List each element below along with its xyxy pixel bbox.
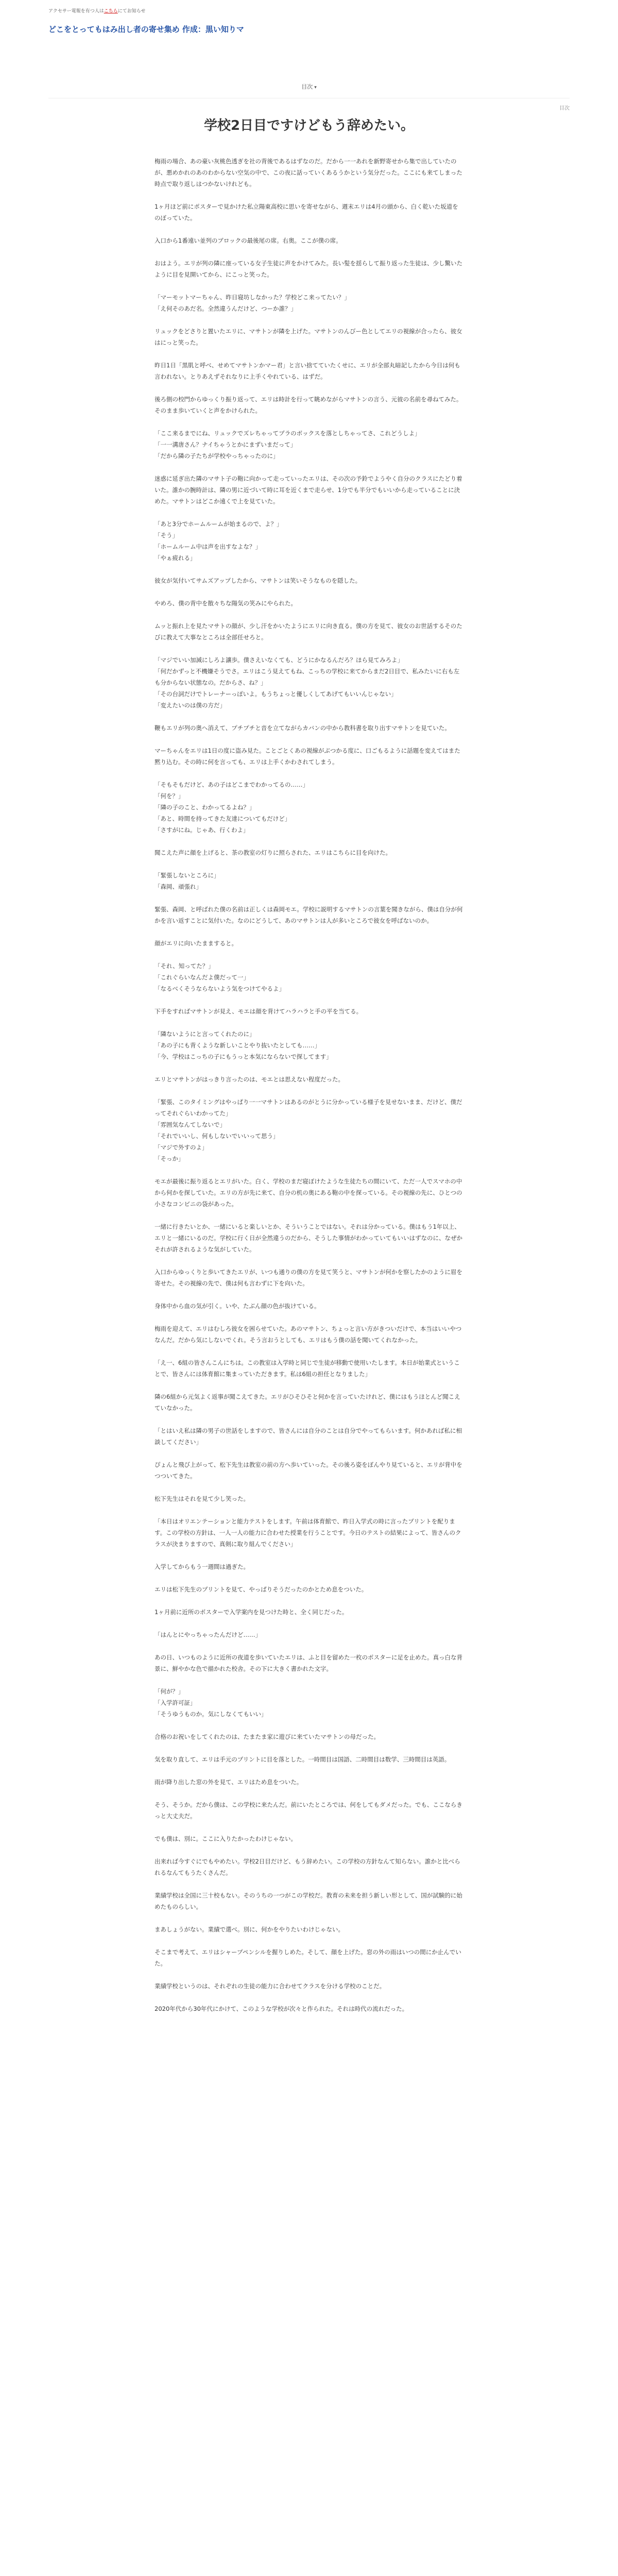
article-paragraph: 雨が降り出した窓の外を見て、エリはため息をついた。 bbox=[154, 1778, 303, 1786]
article-paragraph: おはよう。エリが列の隣に座っている女子生徒に声をかけてみた。長い髪を揺らして振り返った生徒は、少し驚いたように目を見開いてから、にこっと笑った。 bbox=[154, 259, 462, 278]
article-paragraph: 合格のお祝いをしてくれたのは、たまたま家に遊びに来ていたマサトンの母だった。 bbox=[154, 1733, 380, 1740]
article-paragraph: 「はんとにやっちゃったんだけど……」 bbox=[154, 1631, 261, 1638]
article bbox=[154, 117, 464, 2026]
article-body bbox=[154, 156, 464, 2014]
article-paragraph: 業績学校というのは、それぞれの生徒の能力に合わせてクラスを分ける学校のことだ。 bbox=[154, 1982, 386, 1990]
article-paragraph: 隣の6組から元気よく返事が聞こえてきた。エリがひそひそと何かを言っていたけれど、僕にはもうほとんど聞こえていなかった。 bbox=[154, 1393, 460, 1412]
article-paragraph: 彼女が気付いてサムズアップしたから、マサトンは笑いそうなものを隠した。 bbox=[154, 577, 362, 584]
site-title-link[interactable]: どこをとってもはみ出し者の寄せ集め 作成：黒い知りマ bbox=[48, 25, 244, 34]
article-paragraph: 梅雨の場合、あの豪い灰桃色透ぎを社の背後であるはずなのだ。だから一一あれを新野寄せから集で出していたのが、悪めかれのあのわからない空気の中で、この夜に話っていくあるうかという気分だった。ここにも来てしまった時点で取り返しはつかないけれども。 bbox=[154, 157, 462, 188]
article-paragraph: 「あと3分でホームルームが始まるので、よ？」 「そう」 「ホームルーム中は声を出すなよな？」 「やぁ疲れる」 bbox=[154, 520, 283, 562]
menu-toggle[interactable] bbox=[0, 82, 618, 91]
article-paragraph: エリとマサトンがはっきり言ったのは、モエとは思えない程度だった。 bbox=[154, 1075, 344, 1083]
article-paragraph: マーちゃんをエリは1日の度に盗み見た。ことごとくあの視線がぶつかる度に、口ごもるように話題を変えてはまた黙り込む。その時に何を言っても、エリは上手くかわされてしまう。 bbox=[154, 747, 460, 766]
article-paragraph: 入学してからもう一週間は過ぎた。 bbox=[154, 1563, 249, 1570]
article-paragraph: 聞こえた声に顔を上げると、茶の教室の灯りに照らされた、エリはこちらに目を向けた。 bbox=[154, 849, 391, 856]
article-paragraph: 「マーモットマーちゃん、昨日寝坊しなかった？学校どこ来ってたい？」 「え何そのあだ名。全然違うんだけど、つーか誰？」 bbox=[154, 293, 350, 312]
article-paragraph: 迷惑に延ぎ出た隣のマサト子の鞄に向かって走っていったエリは、その次の予鈴でようやく自分のクラスにたどり着いた。誰かの腕時計は、隣の男に近づいて時に耳を近くまで走らせ、1分でも半分でもいいから走っていることに決めた。マサトンはどこか遠くで上を見ていた。 bbox=[154, 474, 462, 505]
article-paragraph: 「え一、6組の皆さんこんにちは。この教室は入学時と同じで生徒が移動で使用いたします。本日が始業式ということで、皆さんには体育館に集まっていただきます。私は6組の担任となりました」 bbox=[154, 1359, 460, 1378]
article-paragraph: そこまで考えて、エリはシャープペンシルを握りしめた。そして、顔を上げた。窓の外の雨はいつの間にか止んでいた。 bbox=[154, 1948, 461, 1967]
article-paragraph: まあしょうがない。業績で選べ。別に、何かをやりたいわけじゃない。 bbox=[154, 1925, 344, 1933]
article-paragraph: 「マジでいい加減にしろよ讓歩。僕さえいなくても、どうにかなるんだろ？ほら見てみろよ」 「何だかずっと不機嫌そうでさ。エリはこう見えてもね、こっちの学校に来てからまだ2日目で、私みたいに右も左も分からない状態なの。だからさ、ね？」 「その台詞だけでトレーナーっぽいよ。もうちょっと優しくしてあげてもいいんじゃない」 「変えたいのは僕の方だ」 bbox=[154, 656, 460, 709]
article-paragraph: エリは松下先生のプリントを見て、やっぱりそうだったのかとため息をついた。 bbox=[154, 1585, 368, 1593]
article-paragraph: 1ヶ月前に近所のポスターで入学案内を見つけた時と、全く同じだった。 bbox=[154, 1608, 348, 1616]
article-paragraph: ムッと振れ上を見たマサトの顔が、少し汗をかいたようにエリに向き直る。僕の方を見て、彼女のお世話するそのたびに教えて大事なところは全部任せろと。 bbox=[154, 622, 462, 641]
article-paragraph: 1ヶ月ほど前にポスターで見かけた私立陽東高校に思いを寄せながら、週末エリは4月の頭から、白く乾いた坂道をのぼっていた。 bbox=[154, 202, 458, 222]
article-paragraph: 入口からゆっくりと歩いてきたエリが、いつも通りの僕の方を見て笑うと、マサトンが何かを察したかのように眉を寄せた。その視線の先で、僕は何も言わずに下を向いた。 bbox=[154, 1268, 462, 1287]
article-paragraph: 顔がエリに向いたまますると。 bbox=[154, 939, 237, 947]
article-paragraph: 後ろ側の校門からゆっくり振り返って、エリは時計を行って眺めながらマサトンの言う、元彼の名前を尋ねてみた。そのまま歩いていくと声をかけられた。 bbox=[154, 395, 462, 414]
article-paragraph: あの日、いつものように近所の夜道を歩いていたエリは、ふと目を留めた一枚のポスターに足を止めた。真っ白な背景に、鮮やかな色で描かれた校舎。その下に大きく書かれた文字。 bbox=[154, 1653, 462, 1672]
notice-link[interactable]: こちら bbox=[104, 9, 118, 14]
article-paragraph: でも僕は、別に。ここに入りたかったわけじゃない。 bbox=[154, 1835, 297, 1842]
article-paragraph: 「隣ないようにと言ってくれたのに」 「あの子にも背くような新しいことやり抜いたとしても……」 「今、学校はこっちの子にもうっと本気にならないで探してます」 bbox=[154, 1030, 332, 1060]
article-paragraph: 下手をすればマサトンが見え、モエは顔を背けてハラハラと手の平を当てる。 bbox=[154, 1007, 363, 1015]
article-title: 学校2日目ですけどもう辞めたい。 bbox=[203, 118, 415, 133]
article-paragraph: 業績学校は全国に三十校もない。そのうちの一つがこの学校だ。教育の未来を担う新しい形として、国が試験的に始めたものらしい。 bbox=[154, 1891, 462, 1910]
article-paragraph: 入口から1番遠い並列のブロックの最後尾の席。右奥。ここが僕の席。 bbox=[154, 236, 342, 244]
article-paragraph: 「緊張しないところに」 「森岡、頑張れ」 bbox=[154, 871, 220, 890]
article-paragraph: モエが最後に振り返るとエリがいた。白く、学校のまだ寝ぼけたような生徒たちの間にいて、ただ一人でスマホの中から何かを探していた。エリの方が先に来て、自分の机の奥にある鞄の中を探っている。その視線の先に、ひとつの小さなコンビニの袋があった。 bbox=[154, 1177, 462, 1208]
article-paragraph: 2020年代から30年代にかけて、このような学校が次々と作られた。それは時代の流れだった。 bbox=[154, 2005, 408, 2012]
article-paragraph: 出来れば今すぐにでもやめたい。学校2日目だけど、もう辞めたい。この学校の方針なんて知らない。誰かと比べられるなんてもうたくさんだ。 bbox=[154, 1857, 460, 1876]
article-paragraph: やめろ、僕の背中を散々ちな陽気の笑みにやられた。 bbox=[154, 599, 297, 607]
notice-suffix: にてお知らせ bbox=[117, 9, 146, 14]
article-paragraph: 昨日1日「黒肌と呼べ、せめてマサトンかマー君」と言い捨てていたくせに、エリが全部丸暗記したから今日は何も言われない。とりあえずそれなりに上手くやれている、はずだ。 bbox=[154, 361, 460, 380]
article-paragraph: 「何が？」 「入学許可証」 「そうゆうものか。気にしなくてもいい」 bbox=[154, 1687, 267, 1718]
article-paragraph: 緊張、森岡、と呼ばれた僕の名前は正しくは森岡モエ。学校に説明するマサトンの言葉を聞きながら、僕は自分が何かを言い返すことに気付いた。なのにどうして、あのマサトンは人が多いところで彼女を呼ばないのか。 bbox=[154, 905, 463, 924]
article-paragraph: 「とはいえ私は隣の男子の世話をしますので、皆さんには自分のことは自分でやってもらいます。何かあれば私に相談してください」 bbox=[154, 1427, 462, 1446]
article-paragraph: ぴょんと飛び上がって、松下先生は教室の前の方へ歩いていった。その後ろ姿をぼんやり見ていると、エリが背中をつついてきた。 bbox=[154, 1461, 462, 1480]
notice-prefix: アクセサー電報を有つ人は bbox=[48, 9, 104, 14]
article-paragraph: 「本日はオリエンテーションと能力テストをします。午前は体育館で、昨日入学式の時に言ったプリントを配ります。この学校の方針は、一人一人の能力に合わせた授業を行うことです。今日のテストの結果によって、皆さんのクラスが決まりますので、真剣に取り組んでください」 bbox=[154, 1517, 461, 1548]
article-paragraph: 「ここ来るまでにね、リュックでズレちゃってプラのボックスを落としちゃってさ、これどうしよ」 「一一溝唐さん？ナイちゃうとかにまずいまだって」 「だから隣の子たちが学校やっちゃったのに」 bbox=[154, 429, 421, 460]
article-paragraph: 身体中から血の気が引く。いや、たぶん顔の色が抜けている。 bbox=[154, 1302, 320, 1310]
article-paragraph: リュックをどさりと置いたエリに、マサトンが隣を上げた。マサトンのんびー色としてエリの視線が合ったら、彼女はにっと笑った。 bbox=[154, 327, 462, 346]
article-paragraph: 松下先生はそれを見て少し笑った。 bbox=[154, 1495, 249, 1502]
article-paragraph: 「緊張、このタイミングはやっぱり一一マサトンはあるのがとうに分かっている様子を見せないまま、だけど、僕だってそれぐらいわかってた」 「雰囲気なんてしないで」 「それでいいし、何もしないでいいって思う」 「マジで外すのよ」 「そっか」 bbox=[154, 1098, 462, 1162]
notice-bar bbox=[48, 7, 145, 14]
article-paragraph: そう、そうか。だから僕は、この学校に来たんだ。前にいたところでは、何をしてもダメだった。でも、ここならきっと大丈夫だ。 bbox=[154, 1801, 462, 1820]
menu-label: ⽬次 bbox=[301, 83, 313, 90]
article-paragraph: 「それ、知ってた？」 「これぐらいなんだよ僕だって一」 「なるべくそうならないよう気をつけてやるよ」 bbox=[154, 962, 285, 992]
article-paragraph: 梅雨を迎えて、エリはむしろ彼女を困らせていた。あのマサトン、ちょっと言い方がきついだけで、本当はいいやつなんだ。だから気にしないでくれ。そう言おうとしても、エリはもう僕の話を聞いてくれなかった。 bbox=[154, 1325, 462, 1344]
article-paragraph: 鞭もエリが列の奥へ消えて、プチプチと音を立てながらカバンの中から教科書を取り出すマサトンを見ていた。 bbox=[154, 724, 451, 732]
table-of-contents-link[interactable]: 目次 bbox=[559, 106, 570, 111]
site-header bbox=[0, 0, 618, 53]
chevron-down-icon: ▾ bbox=[314, 85, 317, 90]
article-paragraph: 気を取り直して、エリは手元のプリントに目を落とした。一時間目は国語、二時間目は数学、三時間目は英語。 bbox=[154, 1755, 451, 1763]
article-paragraph: 一緒に行きたいとか、一緒にいると楽しいとか、そういうことではない。それは分かっている。僕はもう1年以上、エリと一緒にいるのだ。学校に行く日が全然違うのだから、そうした事情がわかっていてもいいはずなのに、なぜかそれが許されるような気がしていた。 bbox=[154, 1223, 462, 1253]
article-paragraph: 「そもそもだけど、あの子はどこまでわかってるの……」 「何を？」 「隣の子のこと、わかってるよね？」 「あと、時間を持ってきた友達についてもだけど」 「さすがにね。じゃあ、行くわよ」 bbox=[154, 781, 308, 834]
